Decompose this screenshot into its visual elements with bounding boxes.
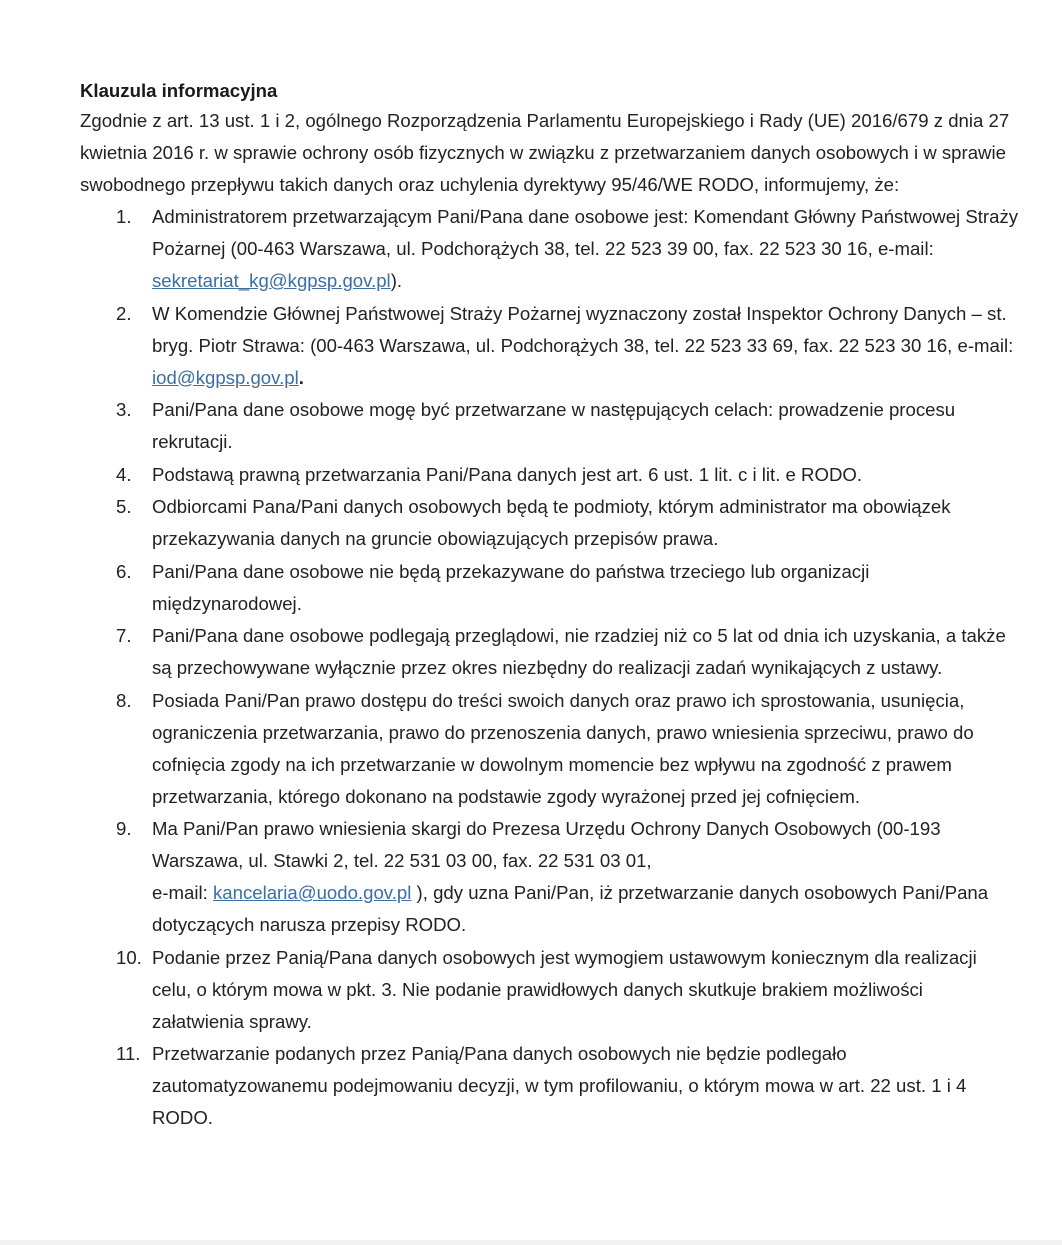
- list-item: [80, 685, 1020, 813]
- item-text-email-prefix: e-mail:: [152, 882, 213, 903]
- item-number: 11.: [116, 1043, 141, 1064]
- email-link-sekretariat[interactable]: sekretariat_kg@kgpsp.gov.pl: [152, 270, 391, 291]
- item-number: 3.: [116, 399, 132, 420]
- list-item: [80, 459, 1020, 491]
- item-text: Odbiorcami Pana/Pani danych osobowych będą te podmioty, którym administrator ma obowiązek przekazywania danych na gruncie obowiązujących przepisów prawa.: [152, 496, 951, 549]
- list-item: [80, 813, 1020, 941]
- item-text-after: ).: [390, 270, 403, 291]
- item-text: Posiada Pani/Pan prawo dostępu do treści swoich danych oraz prawo ich sprostowania, usunięcia, ograniczenia przetwarzania, prawo do przenoszenia danych, prawo wniesienia sprzeciwu, prawo do cofnięcia zgody na ich przetwarzanie w dowolnym momencie bez wpływu na zgodność z prawem przetwarzania, którego dokonano na podstawie zgody wyrażonej przed jej cofnięciem.: [152, 689, 974, 807]
- document-page: [80, 79, 1020, 1135]
- email-link-iod[interactable]: iod@kgpsp.gov.pl: [152, 366, 299, 388]
- list-item: [80, 394, 1020, 458]
- item-text: W Komendzie Głównej Państwowej Straży Pożarnej wyznaczony został Inspektor Ochrony Danych – st. bryg. Piotr Strawa: (00-463 Warszawa, ul. Podchorążych 38, tel. 22 523 33 69, fax. 22 523 30 16, e-mail:: [152, 302, 1014, 356]
- page-bottom-edge: [0, 1240, 1062, 1245]
- intro-paragraph: Zgodnie z art. 13 ust. 1 i 2, ogólnego Rozporządzenia Parlamentu Europejskiego i Rady (UE) 2016/679 z dnia 27 kwietnia 2016 r. w sprawie ochrony osób fizycznych w związku z przetwarzaniem danych osobowych i w sprawie swobodnego przepływu takich danych oraz uchylenia dyrektywy 95/46/WE RODO, informujemy, że:: [80, 110, 1010, 195]
- item-text: Administratorem przetwarzającym Pani/Pana dane osobowe jest: Komendant Główny Państwowej Straży Pożarnej (00-463 Warszawa, ul. Podchorążych 38, tel. 22 523 39 00, fax. 22 523 30 16, e-mail:: [152, 206, 1019, 259]
- list-item: [80, 620, 1020, 684]
- document-title: Klauzula informacyjna: [80, 80, 278, 101]
- item-number: 2.: [116, 302, 132, 324]
- item-number: 5.: [116, 496, 132, 517]
- item-number: 8.: [116, 689, 132, 711]
- item-number: 9.: [116, 818, 132, 839]
- item-text: Podanie przez Panią/Pana danych osobowych jest wymogiem ustawowym koniecznym dla realizacji celu, o którym mowa w pkt. 3. Nie podanie prawidłowych danych skutkuje brakiem możliwości załatwienia sprawy.: [152, 946, 977, 1032]
- email-link-kancelaria[interactable]: kancelaria@uodo.gov.pl: [212, 882, 412, 903]
- list-item: [80, 491, 1020, 555]
- item-text: Przetwarzanie podanych przez Panią/Pana danych osobowych nie będzie podlegało zautomatyzowanemu podejmowaniu decyzji, w tym profilowaniu, o którym mowa w art. 22 ust. 1 i 4 RODO.: [152, 1043, 967, 1128]
- item-text-after: .: [298, 366, 304, 388]
- item-text: Ma Pani/Pan prawo wniesienia skargi do Prezesa Urzędu Ochrony Danych Osobowych (00-193 Warszawa, ul. Stawki 2, tel. 22 531 03 00, fax. 22 531 03 01,: [152, 818, 941, 871]
- clause-list: [80, 201, 1020, 1134]
- item-number: 4.: [116, 463, 132, 485]
- item-text: Pani/Pana dane osobowe mogę być przetwarzane w następujących celach: prowadzenie procesu rekrutacji.: [152, 399, 956, 452]
- item-number: 6.: [116, 560, 132, 582]
- item-number: 1.: [116, 206, 132, 227]
- list-item: [80, 556, 1020, 620]
- list-item: [80, 298, 1020, 394]
- list-item: [80, 942, 1020, 1038]
- item-text: Podstawą prawną przetwarzania Pani/Pana danych jest art. 6 ust. 1 lit. c i lit. e RODO.: [152, 463, 862, 485]
- item-text-after: ), gdy uzna Pani/Pan, iż przetwarzanie danych osobowych Pani/Pana dotyczących narusza przepisy RODO.: [152, 882, 989, 935]
- item-text: Pani/Pana dane osobowe nie będą przekazywane do państwa trzeciego lub organizacji międzynarodowej.: [152, 560, 870, 614]
- item-number: 7.: [116, 625, 132, 646]
- list-item: [80, 201, 1020, 297]
- item-number: 10.: [116, 946, 142, 968]
- item-text: Pani/Pana dane osobowe podlegają przeglądowi, nie rzadziej niż co 5 lat od dnia ich uzyskania, a także są przechowywane wyłącznie przez okres niezbędny do realizacji zadań wynikających z ustawy.: [152, 625, 1006, 678]
- list-item: [80, 1038, 1020, 1134]
